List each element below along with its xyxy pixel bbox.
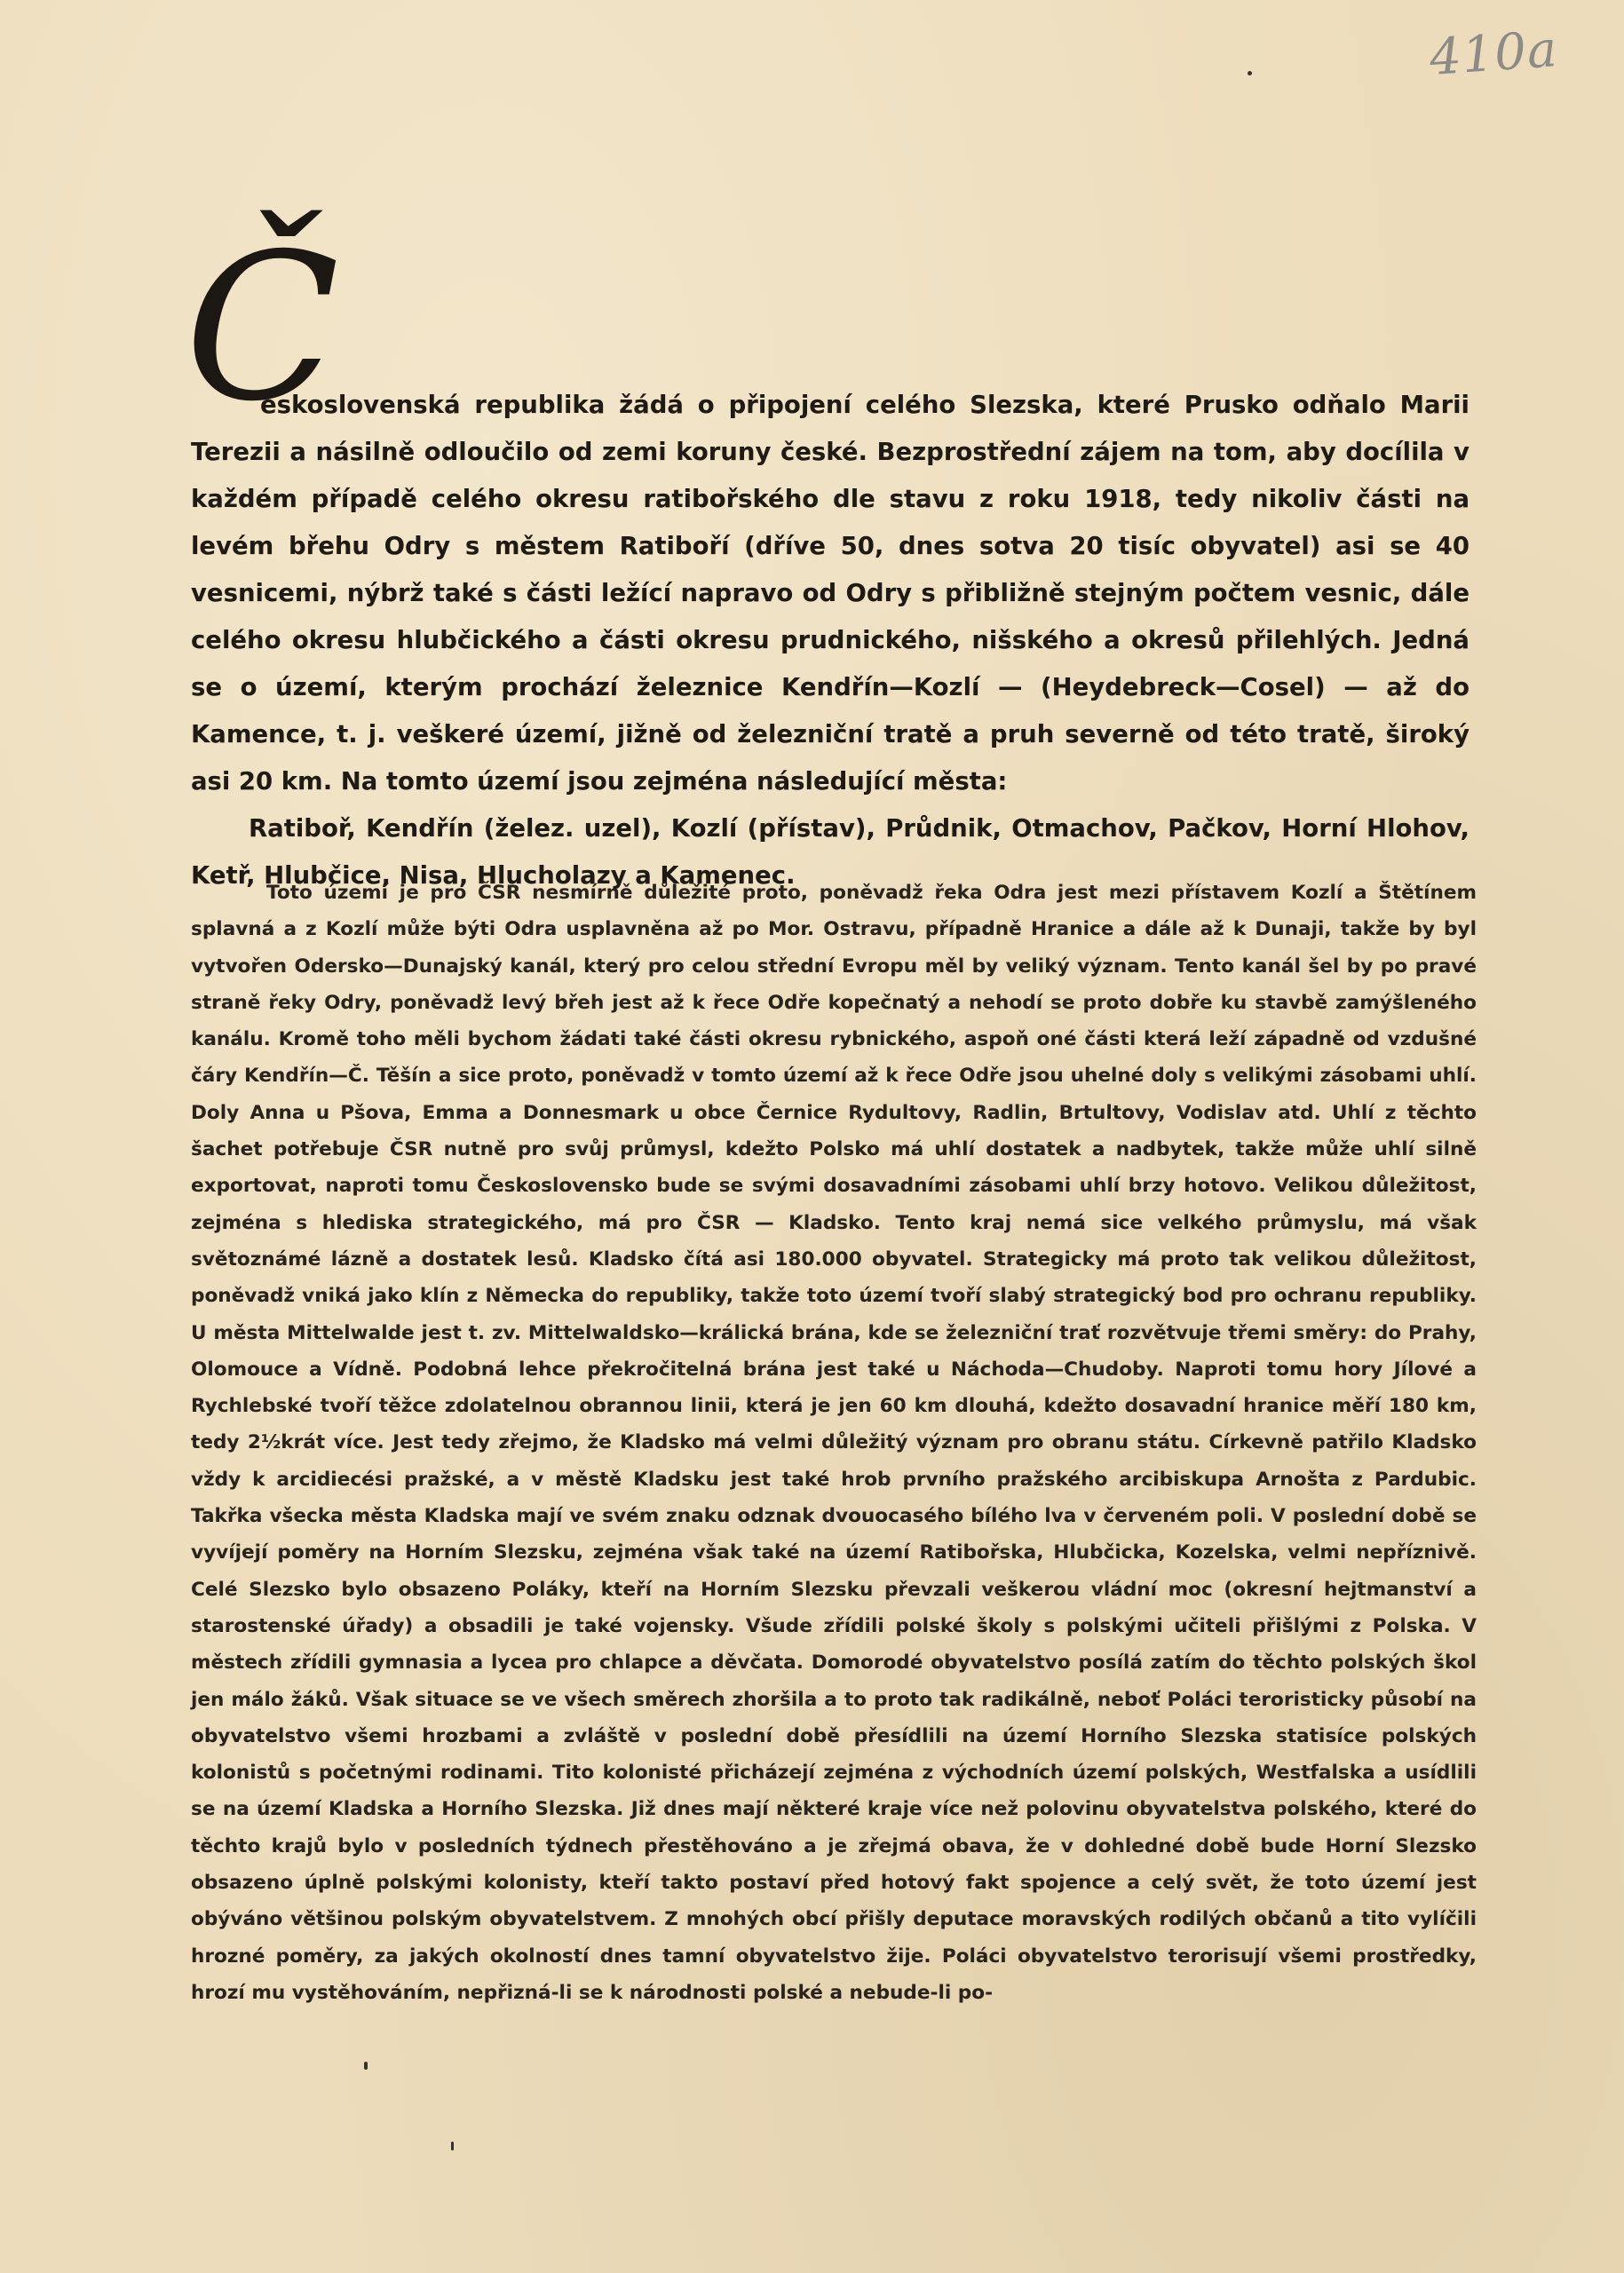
handwritten-folio-number: 410a [1427, 20, 1560, 87]
paper-speck [1248, 71, 1252, 75]
intro-paragraph [191, 382, 1470, 899]
paper-speck [451, 2142, 454, 2150]
body-paragraph: Toto území je pro ČSR nesmírně důležité proto, poněvadž řeka Odra jest mezi přístavem Kozlí a Štětínem splavná a z Kozlí může býti Odra usplavněna až po Mor. Ostravu, případně Hranice a dále až k Dunaji, takže by byl vytvořen Odersko—Dunajský kanál, který pro celou střední Evropu měl by veliký význam. Tento kanál šel by po pravé straně řeky Odry, poněvadž levý břeh jest až k řece Odře kopečnatý a nehodí se proto dobře ku stavbě zamýšleného kanálu. Kromě toho měli bychom žádati také části okresu rybnického, aspoň oné části která leží západně od vzdušné čáry Kendřín—Č. Těšín a sice proto, poněvadž v tomto území až k řece Odře jsou uhelné doly s velikými zásobami uhlí. Doly Anna u Pšova, Emma a Donnesmark u obce Černice Rydultovy, Radlin, Brtultovy, Vodislav atd. Uhlí z těchto šachet potřebuje ČSR nutně pro svůj průmysl, kdežto Polsko má uhlí dostatek a nadbytek, takže může uhlí silně exportovat, naproti tomu Československo bude se svými dosavadními zásobami uhlí brzy hotovo. Velikou důležitost, zejména s hlediska strategického, má pro ČSR — Kladsko. Tento kraj nemá sice velkého průmyslu, má však světoznámé lázně a dostatek lesů. Kladsko čítá asi 180.000 obyvatel. Strategicky má proto tak velikou důležitost, poněvadž vniká jako klín z Německa do republiky, takže toto území tvoří slabý strategický bod pro ochranu republiky. U města Mittelwalde jest t. zv. Mittelwaldsko—králická brána, kde se železniční trať rozvětvuje třemi směry: do Prahy, Olomouce a Vídně. Podobná lehce překročitelná brána jest také u Náchoda—Chudoby. Naproti tomu hory Jílové a Rychlebské tvoří těžce zdolatelnou obrannou linii, která je jen 60 km dlouhá, kdežto dosavadní hranice měří 180 km, tedy 2½krát více. Jest tedy zřejmo, že Kladsko má velmi důležitý význam pro obranu státu. Církevně patřilo Kladsko vždy k arcidiecési pražské, a v městě Kladsku jest také hrob prvního pražského arcibiskupa Arnošta z Pardubic. Takřka všecka města Kladska mají ve svém znaku odznak dvouocasého bílého lva v červeném poli. V poslední době se vyvíjejí poměry na Horním Slezsku, zejména však také na území Ratibořska, Hlubčicka, Kozelska, velmi nepříznivě. Celé Slezsko bylo obsazeno Poláky, kteří na Horním Slezsku převzali veškerou vládní moc (okresní hejtmanství a starostenské úřady) a obsadili je také vojensky. Všude zřídili polské školy s polskými učiteli přišlými z Polska. V městech zřídili gymnasia a lycea pro chlapce a děvčata. Domorodé obyvatelstvo posílá zatím do těchto polských škol jen málo žáků. Však situace se ve všech směrech zhoršila a to proto tak radikálně, neboť Poláci teroristicky působí na obyvatelstvo všemi hrozbami a zvláště v poslední době přesídlili na území Horního Slezska statisíce polských kolonistů s početnými rodinami. Tito kolonisté přicházejí zejména z východních území polských, Westfalska a usídlili se na území Kladska a Horního Slezska. Již dnes mají některé kraje více než polovinu obyvatelstva polského, které do těchto krajů bylo v posledních týdnech přestěhováno a je zřejmá obava, že v dohledné době bude Horní Slezsko obsazeno úplně polskými kolonisty, kteří takto postaví před hotový fakt spojence a celý svět, že toto území jest obýváno většinou polským obyvatelstvem. Z mnohých obcí přišly deputace moravských rodilých občanů a tito vylíčili hrozné poměry, za jakých okolností dnes tamní obyvatelstvo žije. Poláci obyvatelstvo terorisují všemi prostředky, hrozí mu vystěhováním, nepřizná-li se k národnosti polské a nebude-li po- [191, 882, 1477, 2004]
paper-speck [364, 2062, 368, 2070]
drop-cap: Č [185, 210, 340, 446]
towns-list: Ratiboř, Kendřín (želez. uzel), Kozlí (přístav), Průdnik, Otmachov, Pačkov, Horní Hlohov, Ketř, Hlubčice, Nisa, Hlucholazy a Kamenec. [191, 814, 1470, 890]
intro-text: eskoslovenská republika žádá o připojení celého Slezska, které Prusko odňalo Marii Terezii a násilně odloučilo od zemi koruny české. Bezprostřední zájem na tom, aby docílila v každém případě celého okresu ratibořského dle stavu z roku 1918, tedy nikoliv části na levém břehu Odry s městem Ratiboří (dříve 50, dnes sotva 20 tisíc obyvatel) asi se 40 vesnicemi, nýbrž také s části ležící napravo od Odry s přibližně stejným počtem vesnic, dále celého okresu hlubčického a části okresu prudnického, nišského a okresů přilehlých. Jedná se o území, kterým prochází železnice Kendřín—Kozlí — (Heydebreck—Cosel) — až do Kamence, t. j. veškeré území, jižně od železniční tratě a pruh severně od této tratě, široký asi 20 km. Na tomto území jsou zejména následující města: [191, 391, 1470, 796]
